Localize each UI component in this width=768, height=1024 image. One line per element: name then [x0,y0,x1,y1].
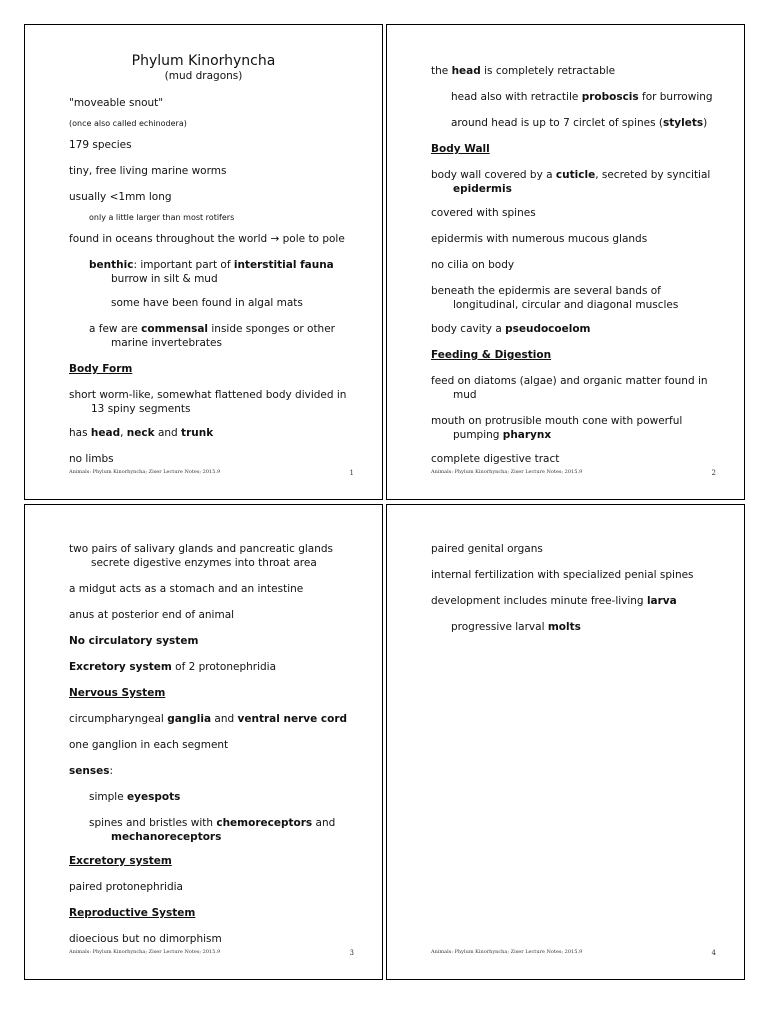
text-line [431,169,710,196]
text-line [89,323,335,350]
bold-term: benthic [89,259,134,271]
page-number: 2 [711,469,716,477]
text-line [89,817,335,844]
text-span: is completely retractable [480,65,616,77]
bold-term: pharynx [502,428,552,441]
text-line: epidermis with numerous mucous glands [431,233,648,245]
text-line: "moveable snout" [69,97,164,109]
text-span: feed on diatoms (algae) and organic matter found in [431,375,708,387]
slide-footer: Animals: Phylum Kinorhyncha; Ziser Lecture Notes; 2015.9 [69,949,221,955]
text-span: spines and bristles with [89,817,217,829]
text-line [451,117,707,131]
text-span: simple [89,791,127,803]
text-line: (once also called echinodera) [69,119,187,128]
text-line: paired protonephridia [69,881,183,893]
slide-footer: Animals: Phylum Kinorhyncha; Ziser Lecture Notes; 2015.9 [431,469,583,475]
text-span: , [120,427,127,439]
bold-term: chemoreceptors [216,817,313,829]
text-line: usually <1mm long [69,191,172,203]
bold-term: ventral nerve cord [237,713,348,725]
section-heading: Excretory system [69,855,172,867]
text-line: paired genital organs [431,543,543,555]
section-heading: Reproductive System [69,907,196,919]
text-line: dioecious but no dimorphism [69,933,222,945]
section-heading: Feeding & Digestion [431,349,552,361]
bold-term: Excretory system [69,661,172,673]
text-span: mouth on protrusible mouth cone with powerful [431,415,683,427]
text-line [451,91,713,105]
text-line: tiny, free living marine worms [69,165,227,177]
text-line [89,791,180,805]
text-continuation: 13 spiny segments [91,402,191,415]
text-line [69,543,333,570]
text-line: No circulatory system [69,635,199,647]
text-span: pumping [453,428,503,441]
text-line [431,285,678,312]
text-line: internal fertilization with specialized penial spines [431,569,694,581]
text-span: and [211,713,238,725]
text-continuation: longitudinal, circular and diagonal muscles [453,298,679,311]
text-span: around head is up to 7 circlet of spines ( [451,117,663,129]
slide-3 [24,504,383,980]
bold-term: commensal [141,323,209,335]
text-span: inside sponges or other [208,323,335,335]
text-line [431,65,615,79]
text-line [69,427,213,441]
text-line: found in oceans throughout the world → pole to pole [69,233,345,245]
bold-term: neck [126,427,155,439]
page-number: 1 [349,469,354,477]
text-line [431,415,682,442]
text-span: body wall covered by a [431,169,556,181]
text-span: for burrowing [638,91,713,103]
slide-footer: Animals: Phylum Kinorhyncha; Ziser Lecture Notes; 2015.9 [431,949,583,955]
text-span: : [109,765,114,777]
section-heading: Body Form [69,363,133,375]
slide-2 [386,24,745,500]
text-line: no limbs [69,453,114,465]
text-continuation: secrete digestive enzymes into throat area [91,556,317,569]
bold-term: ganglia [167,713,212,725]
bold-term: stylets [663,117,704,129]
page-number: 3 [349,949,354,957]
text-span: has [69,427,91,439]
text-span: body cavity a [431,323,506,335]
text-line: one ganglion in each segment [69,739,229,751]
bold-term: senses [69,765,110,777]
text-line: no cilia on body [431,259,515,271]
bold-term: pseudocoelom [505,323,591,335]
slide-1 [24,24,383,500]
text-line: only a little larger than most rotifers [89,213,235,222]
page-number: 4 [711,949,716,957]
text-continuation [431,429,682,443]
slide-4 [386,504,745,980]
slide-title: Phylum Kinorhyncha [131,53,276,69]
text-span: beneath the epidermis are several bands of [431,285,661,297]
bold-term: mechanoreceptors [111,830,222,843]
slide-subtitle: (mud dragons) [164,70,243,82]
text-line: anus at posterior end of animal [69,609,235,621]
text-span: head also with retractile [451,91,582,103]
section-heading: Nervous System [69,687,166,699]
text-span: circumpharyngeal [69,713,168,725]
text-span: progressive larval [451,621,548,633]
bold-term: head [451,65,481,77]
text-line: covered with spines [431,207,536,219]
text-span: two pairs of salivary glands and pancreatic glands [69,543,334,555]
text-span: , secreted by syncitial [595,169,711,181]
bold-term: epidermis [453,182,512,195]
text-continuation: burrow in silt & mud [111,272,218,285]
section-heading: Body Wall [431,143,490,155]
text-line [89,259,334,286]
text-span: of 2 protonephridia [171,661,277,673]
text-span: development includes minute free-living [431,595,647,607]
bold-term: trunk [181,427,214,439]
bold-term: cuticle [555,169,596,181]
bold-term: larva [646,595,677,607]
text-span: and [154,427,182,439]
text-line: complete digestive tract [431,453,560,465]
text-line [451,621,581,635]
text-span: ) [703,117,708,129]
text-span: : important part of [133,259,234,271]
text-line [69,389,346,416]
text-continuation: marine invertebrates [111,336,222,349]
text-span: and [312,817,336,829]
text-line: a midgut acts as a stomach and an intestine [69,583,304,595]
bold-term: interstitial fauna [233,259,334,271]
text-line [431,375,708,402]
bold-term: molts [547,621,581,633]
bold-term: head [90,427,121,439]
slide-footer: Animals: Phylum Kinorhyncha; Ziser Lecture Notes; 2015.9 [69,469,221,475]
text-line: 179 species [69,139,132,151]
text-line [431,323,591,337]
bold-term: proboscis [581,91,639,103]
text-line [69,765,113,779]
text-line [69,661,276,675]
text-span: short worm-like, somewhat flattened body divided in [69,389,347,401]
text-span: the [431,65,452,77]
bold-term: eyespots [127,791,181,803]
text-line: some have been found in algal mats [111,297,303,309]
text-continuation: mud [453,388,477,401]
text-span: a few are [89,323,142,335]
text-line [69,713,347,727]
text-line [431,595,677,609]
